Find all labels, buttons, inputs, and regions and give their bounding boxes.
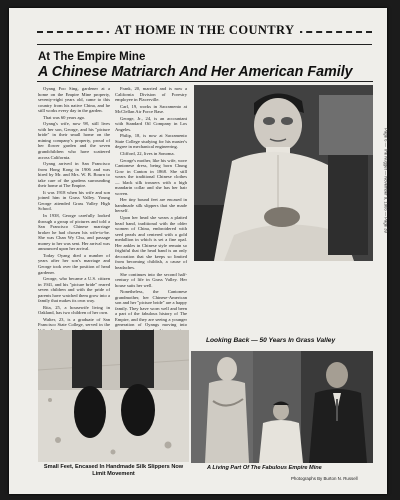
looking-back-caption: Looking Back — 50 Years In Grass Valley	[206, 337, 336, 344]
section-header	[37, 22, 372, 44]
folio-text: Page 6 — The Nugget — November 9, 1966 — Page 39	[383, 128, 389, 233]
family-caption: A Living Part Of The Fabulous Empire Mine	[207, 465, 322, 471]
article-paragraph: Philip, 18, is now at Sacramento State College studying for his master's degree in mechanical engineering.	[115, 133, 187, 150]
header-rule	[37, 44, 372, 45]
article-column-1	[38, 86, 110, 326]
article-paragraph: That was 60 years ago.	[43, 114, 86, 120]
matriarch-portrait-photo	[194, 85, 373, 261]
article-paragraph: Frank, 20, married and is now a California Division of Forestry employee in Placerville.	[115, 86, 187, 103]
article-paragraph: Her tiny bound feet are encased in handmade silk slippers that she made herself.	[115, 197, 187, 214]
article-paragraph: George, who became a U.S. citizen in 1941, and his "picture bride" reared seven children and with the pride of parents have watched them grow into a family that makes its own way.	[38, 276, 110, 304]
slippers-illustration	[38, 330, 189, 462]
section-title: AT HOME IN THE COUNTRY	[109, 23, 301, 38]
portrait-illustration	[194, 85, 373, 261]
feet-caption: Small Feet, Encased In Handmade Silk Slippers Now Limit Movement	[43, 464, 184, 477]
article-column-2	[115, 86, 187, 326]
article-paragraph: Walter, 23, is a graduate of San Francisco State College, served in the	[38, 316, 110, 328]
article-paragraph: Rita, 25, a housewife living in Oakland, has two children of her own.	[38, 304, 110, 316]
article-paragraph: Oyang arrived in San Francisco from Hong Kong in 1906 and was hired by Mr. and Mrs. W. B. Bourn to take care of the gardens surrounding their home at The Empire.	[38, 161, 110, 189]
photo-credit: Photographs By Burton N. Russell	[291, 476, 358, 481]
article-paragraph: Clifford, 22, lives in Sonoma.	[120, 151, 175, 157]
article-paragraph: She continues into the second half-century of life in Grass Valley. Her house suits her well.	[115, 271, 187, 288]
headline-rule	[37, 81, 373, 82]
family-illustration	[191, 351, 373, 463]
kicker: At The Empire Mine	[38, 51, 146, 63]
article-paragraph: Nonetheless, the Cantonese grandmother, her Chinese-American son and her "picture bride" are a happy family. They have worn well and been a part of the fabulous history of The Empire, and they are seeing a younger generation of Oyangs moving into	[115, 289, 187, 328]
article-paragraph: George's mother, like his wife, wore Cantonese dress, being born Chung Gow in Canton in 1868. She still wears the traditional Chinese clothes — black silk trousers with a high mandarin collar and she has her hair woven.	[115, 157, 187, 196]
article-paragraph: Oyang's wife, now 98, still lives with her son, George, and his "picture bride" in their small home on the mining company's property, proud of her flower garden and the seven grandchildren who have scattered across California.	[38, 121, 110, 160]
article-paragraph: Today Oyang died a number of years after her son's marriage and George took over the position of head gardener.	[38, 252, 110, 275]
article-paragraph: George, Jr., 24, is an accountant with Standard Oil Company in Los Angeles.	[115, 115, 187, 132]
side-folio	[381, 28, 387, 328]
family-photo	[191, 351, 373, 463]
article-paragraph: Carl, 19, works in Sacramento at McClellan Air Force Base.	[115, 103, 187, 115]
article-paragraph: Oyang Foo Sing, gardener at a home on the Empire Mine property, seventy-eight years old, came to this country from his native China, and he still works every day in the garden.	[38, 86, 110, 114]
newspaper-page	[9, 8, 387, 494]
article-paragraph: Upon her head she wears a plaited head band, traditional with the older women of China, embroidered with seed pearls and centered with a gold medallion in which is set a fine opal. Her ankles in Chinese style remain so frightful that the head band is an only decoration that she keeps so limited from becoming childish, a cause of headaches.	[115, 215, 187, 270]
headline: A Chinese Matriarch And Her American Family	[38, 64, 353, 80]
article-paragraph: In 1938, George carefully looked through a group of pictures and told a San Francisco Chinese marriage broker he had chosen his wife-to-be. She was Chan Wy Chu, and passage money to her was sent. Her arrival was announced upon her arrival.	[38, 213, 110, 252]
silk-slippers-photo	[38, 330, 189, 462]
article-paragraph: It was 1918 when his wife and son joined him in Grass Valley. Young George attended Grass Valley High School.	[38, 189, 110, 212]
